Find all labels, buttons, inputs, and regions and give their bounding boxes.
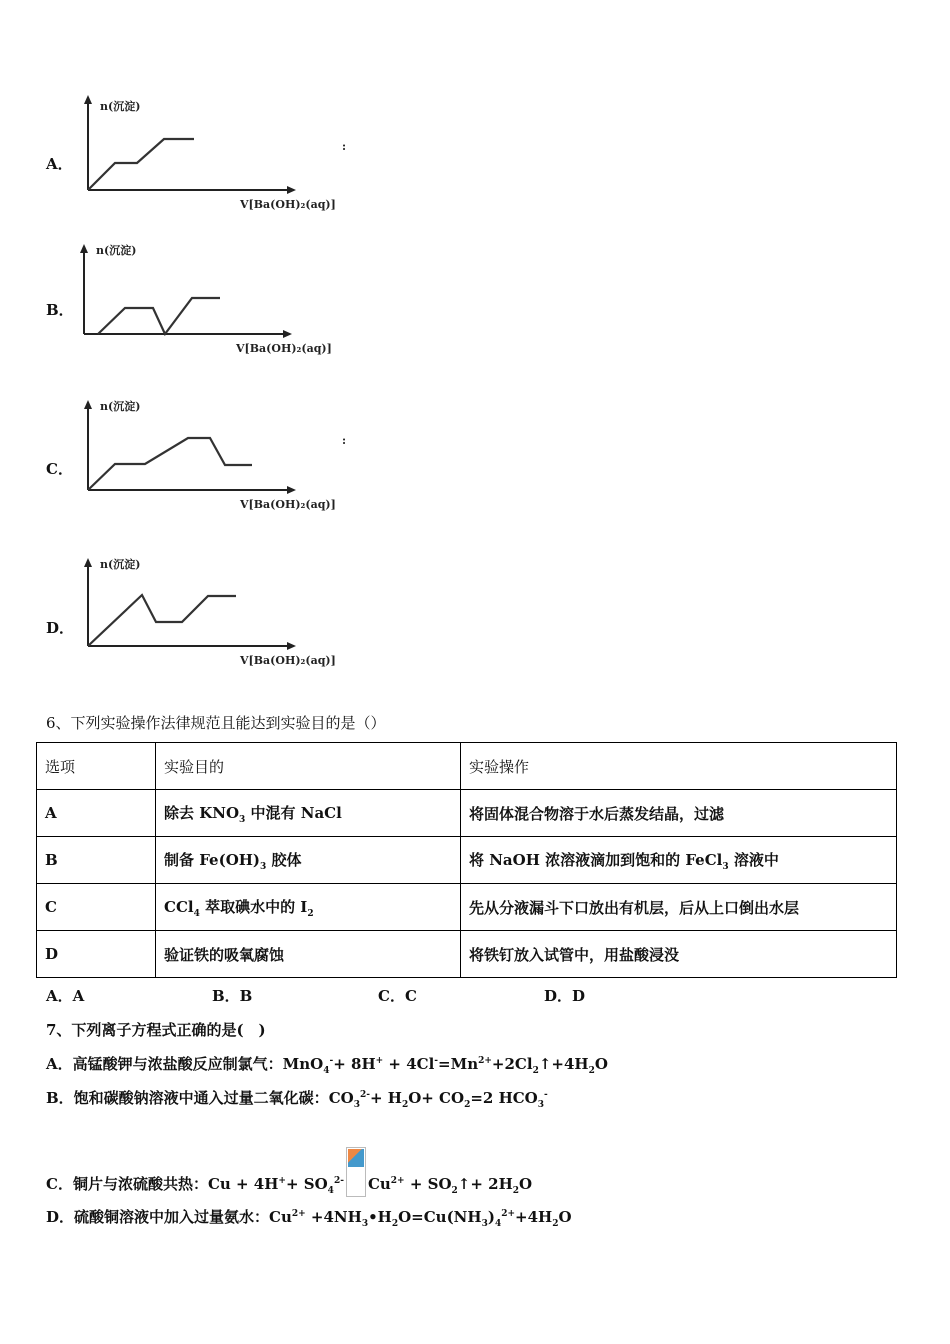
row-option: D [37,931,156,978]
y-axis-label: n(沉淀) [100,100,141,113]
graph-c [70,394,360,519]
q7-option-a[interactable]: A．高锰酸钾与浓盐酸反应制氯气：$MnO_4^-+ 8H^+ + 4Cl^-=Mn^{2+}+2Cl_2↑+4H_2O$ [46,1055,608,1076]
row-goal: 制备 $Fe(OH)_3$ 胶体 [156,837,461,884]
table-header-row [37,743,897,790]
option-label-c: C． [46,460,73,478]
row-option: A [37,790,156,837]
row-option: C [37,884,156,931]
q7-option-c[interactable]: C．铜片与浓硫酸共热：$Cu + 4H^++ SO_4^{2-}$ $Cu^{2+}$ + $SO_2↑+ 2H_2O$ [46,1147,532,1197]
question-6-choices [46,985,710,1006]
row-option: B [37,837,156,884]
table-row [37,790,897,837]
y-axis-label: n(沉淀) [96,244,137,257]
row-goal: 除去 $KNO_3$ 中混有 NaCl [156,790,461,837]
graph-a [70,92,360,217]
question-7-stem: 7、下列离子方程式正确的是( ) [46,1021,266,1039]
table-row [37,884,897,931]
row-goal: 验证铁的吸氧腐蚀 [156,931,461,978]
row-operation: 将固体混合物溶于水后蒸发结晶，过滤 [461,790,897,837]
table-row [37,931,897,978]
header-option: 选项 [37,743,156,790]
q7-option-b[interactable]: B．饱和碳酸钠溶液中通入过量二氧化碳：$CO_3^{2-}+ H_2O+ CO_2=2$ $HCO_3^-$ [46,1089,548,1110]
question-6-stem: 6、下列实验操作法律规范且能达到实验目的是（） [46,714,386,732]
option-label-d: D． [46,619,75,637]
y-axis-label: n(沉淀) [100,558,141,571]
graph-b [70,238,360,363]
row-operation: 先从分液漏斗下口放出有机层，后从上口倒出水层 [461,884,897,931]
row-operation: 将铁钉放入试管中，用盐酸浸没 [461,931,897,978]
svg-text::: : [342,140,347,153]
choice-d[interactable]: D．D [544,987,586,1005]
graph-d [70,552,360,677]
x-axis-label: V[Ba(OH)₂(aq)] [240,654,336,667]
x-axis-label: V[Ba(OH)₂(aq)] [240,198,336,211]
option-label-a: A． [46,155,73,173]
row-operation: 将 NaOH 浓溶液滴加到饱和的 FeCl$_3$ 溶液中 [461,837,897,884]
row-goal: CCl$_4$ 萃取碘水中的 $I_2$ [156,884,461,931]
table-row [37,837,897,884]
q7-option-d[interactable]: D．硫酸铜溶液中加入过量氨水：$Cu^{2+}$ $+4NH_3•H_2O=Cu(NH_3)_4^{2+}+4H_2O$ [46,1208,572,1229]
header-operation: 实验操作 [461,743,897,790]
choice-c[interactable]: C．C [378,987,417,1005]
x-axis-label: V[Ba(OH)₂(aq)] [236,342,332,355]
choice-b[interactable]: B．B [212,987,253,1005]
choice-a[interactable]: A．A [46,987,85,1005]
broken-image-icon [346,1147,366,1197]
y-axis-label: n(沉淀) [100,400,141,413]
svg-text::: : [342,434,347,447]
header-goal: 实验目的 [156,743,461,790]
option-label-b: B． [46,301,74,319]
experiment-table [36,742,897,978]
x-axis-label: V[Ba(OH)₂(aq)] [240,498,336,511]
